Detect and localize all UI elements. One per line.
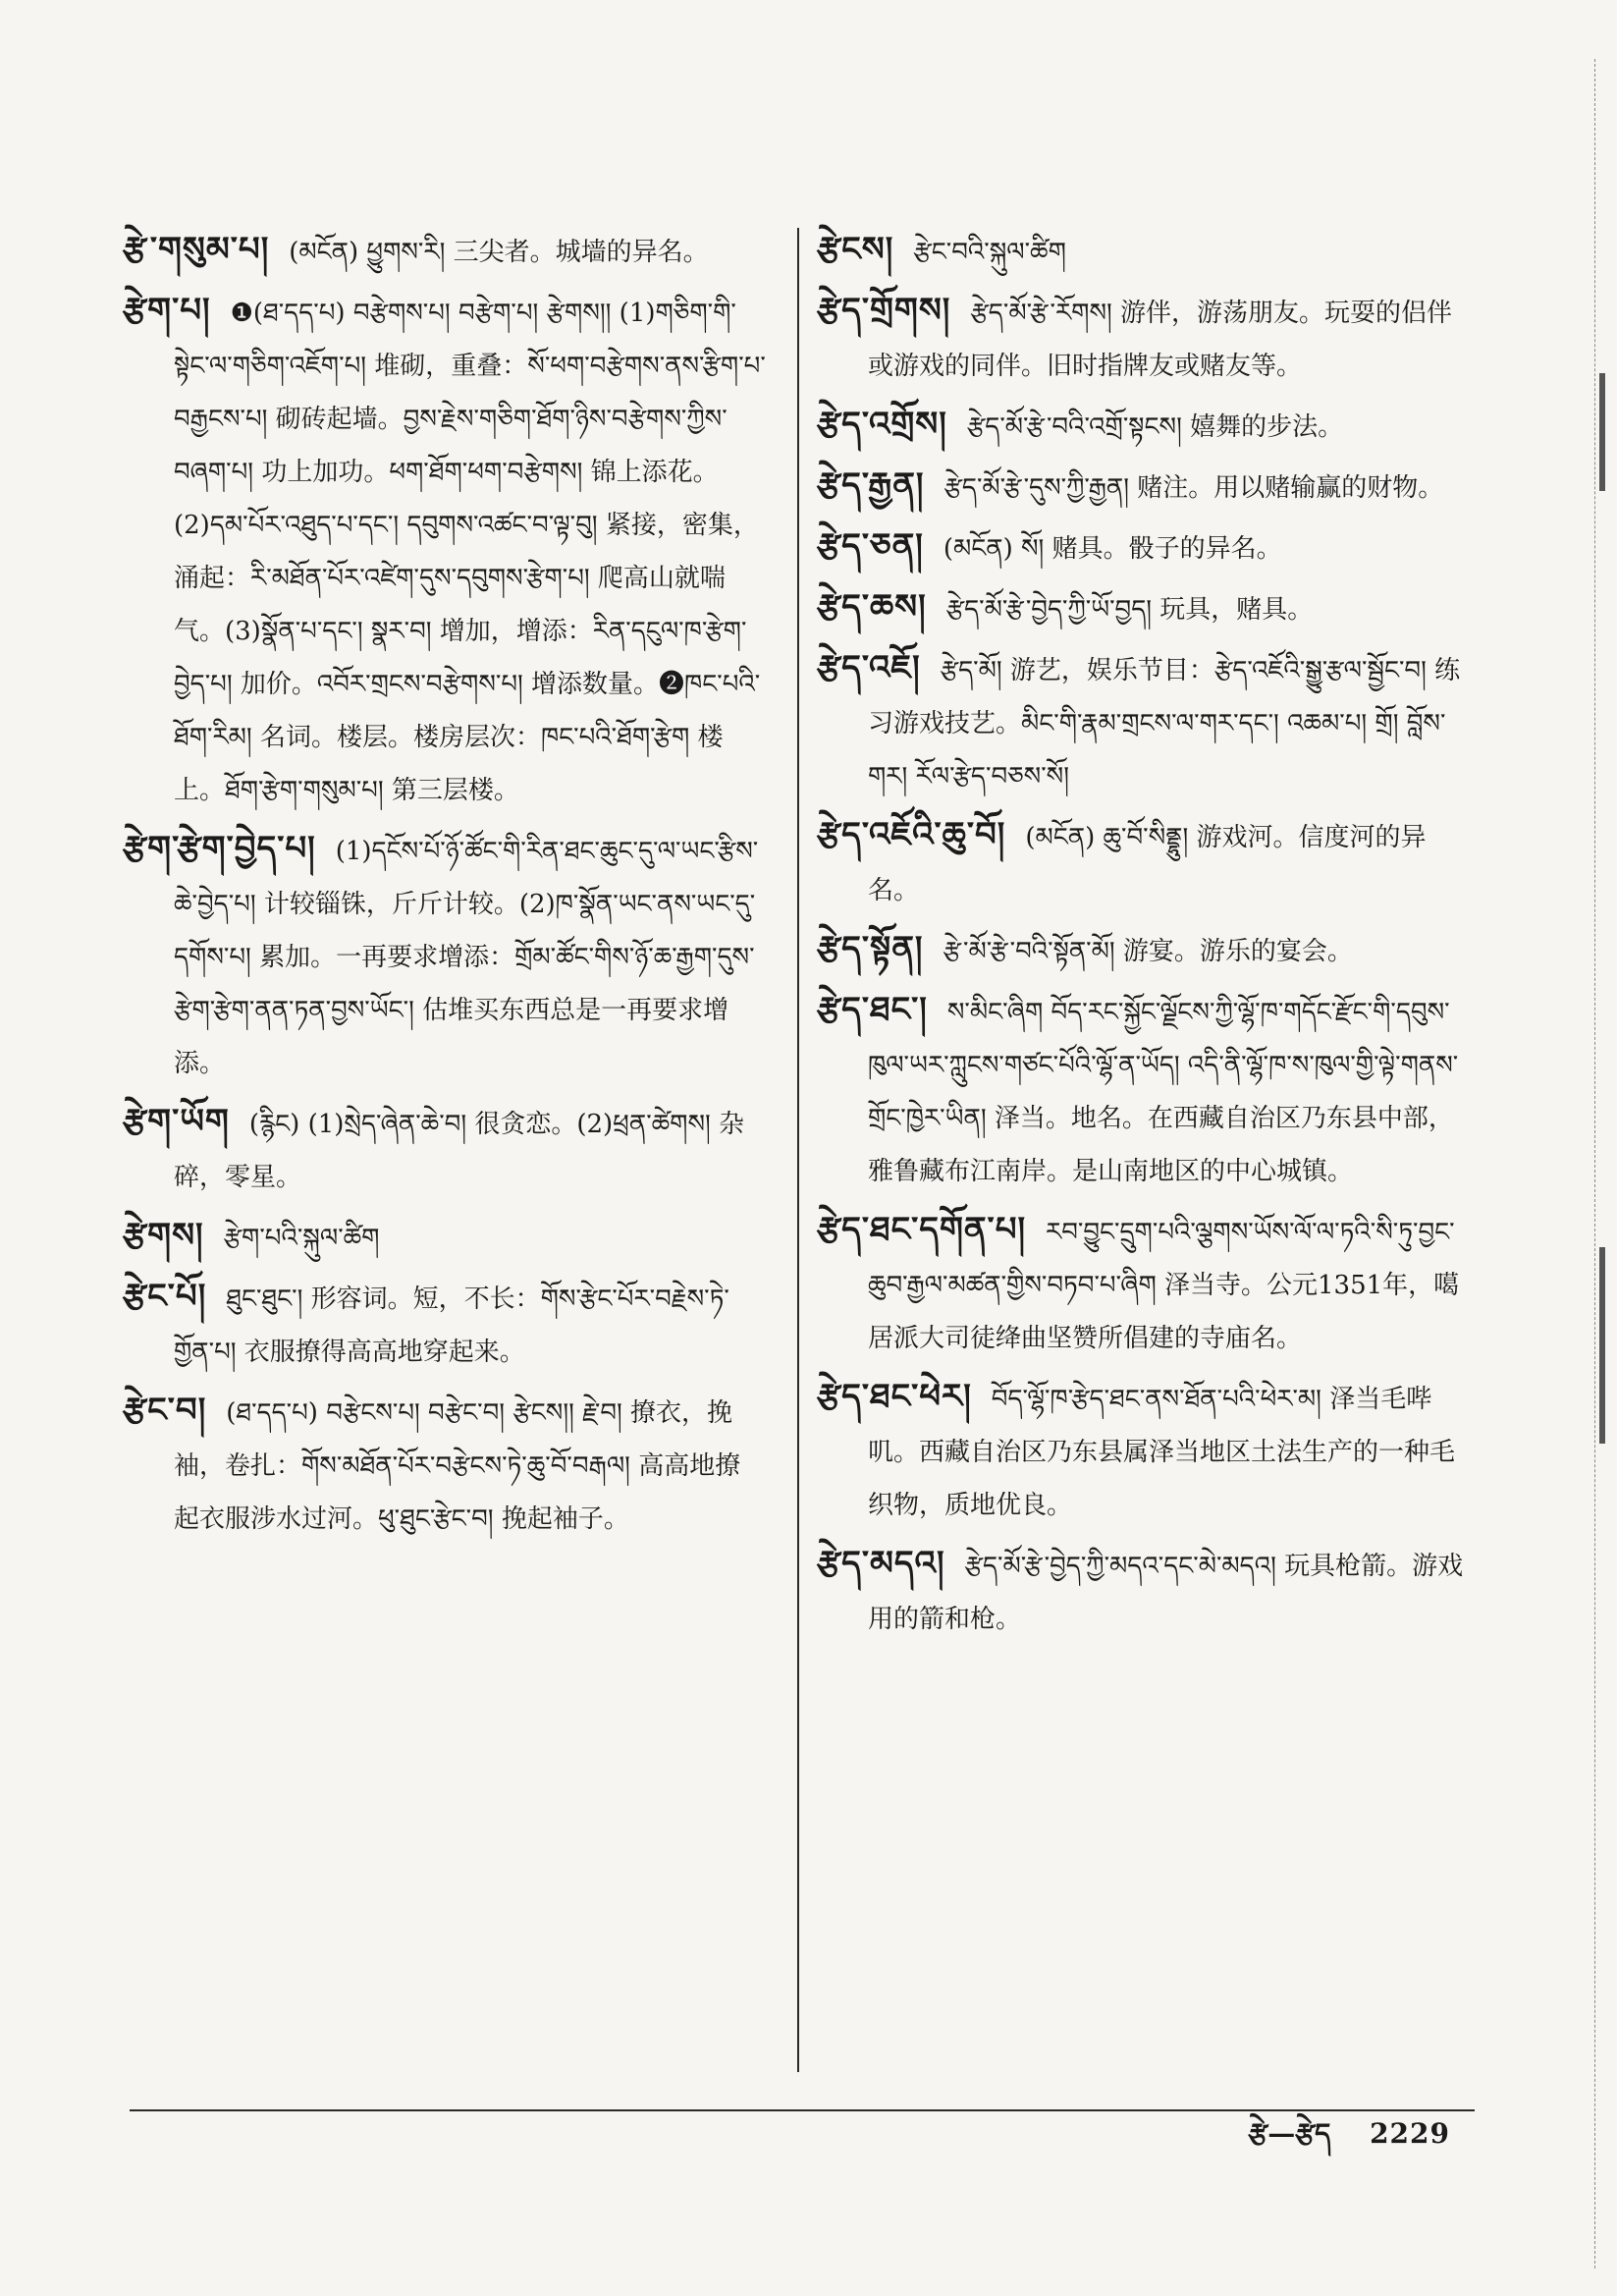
headword: རྩེད་མདའ། [817, 1544, 945, 1583]
definition: རབ་བྱུང་དྲུག་པའི་ལྕགས་ཡོས་ལོ་ལ་ཏའི་སི་ཏུ་བྱང་ཆུབ་རྒྱལ་མཚན་གྱིས་བཏབ་པ་ཞིག 泽当寺。公元1351年，噶居派大司徒绛曲坚赞所倡建的寺庙名。 [868, 1218, 1460, 1353]
definition: རྩེ་མོ་རྩེ་བའི་སྟོན་མོ། 游宴。游乐的宴会。 [943, 937, 1353, 966]
dictionary-entry [817, 1204, 1467, 1365]
headword: རྩེད་རྒྱན། [817, 465, 925, 505]
definition: (རྙིང) (1)སྲེད་ཞེན་ཆེ་བ། 很贪恋。(2)ཕྲན་ཚེགས། 杂碎，零星。 [174, 1110, 745, 1192]
dictionary-entry [123, 1096, 766, 1204]
headword: རྩེད་ཐང་དགོན་པ། [817, 1210, 1027, 1249]
headword: རྩེད་ཅན། [817, 526, 924, 566]
headword: རྩེད་ཐང་ཕེར། [817, 1377, 972, 1416]
definition: (མངོན) ཕྱུགས་རི། 三尖者。城墙的异名。 [289, 238, 709, 267]
headword: རྩེང་པོ། [123, 1277, 207, 1316]
headword: རྩེངས། [817, 230, 894, 269]
dictionary-entry [817, 460, 1467, 515]
page-footer [1248, 2109, 1450, 2159]
headword: རྩེང་བ། [123, 1391, 207, 1430]
headword: རྩེད་འཇོའི་ཆུ་བོ། [817, 815, 1006, 854]
dictionary-entry [817, 642, 1467, 803]
left-column [123, 224, 766, 1552]
headword: རྩེད་འགྲོས། [817, 405, 947, 444]
headword: རྩེག་རྩེག་བྱེད་པ། [123, 829, 316, 868]
headword: རྩེད་ཆས། [817, 587, 927, 627]
dictionary-entry [123, 1385, 766, 1546]
definition: རྩེང་བའི་སྐུལ་ཚིག [913, 238, 1066, 267]
headword: རྩེད་ཐང་། [817, 990, 928, 1029]
dictionary-entry [123, 1271, 766, 1379]
page-number: 2229 [1370, 2117, 1450, 2150]
dictionary-entry [817, 285, 1467, 393]
definition: བོད་ལྷོ་ཁ་རྩེད་ཐང་ནས་ཐོན་པའི་ཕེར་མ། 泽当毛哔叽。西藏自治区乃东县属泽当地区土法生产的一种毛织物，质地优良。 [868, 1385, 1456, 1520]
definition: རྩེད་མོ་རྩེ་བའི་འགྲོ་སྟངས། 嬉舞的步法。 [966, 412, 1344, 442]
dictionary-entry [817, 1538, 1467, 1646]
dictionary-entry [817, 224, 1467, 279]
dictionary-entry [123, 1210, 766, 1265]
headword: རྩེད་གྲོགས། [817, 291, 951, 330]
headword: རྩེད་འཇོ། [817, 648, 921, 687]
definition: རྩེད་མོ་རྩེ་བྱེད་ཀྱི་མདའ་དང་མེ་མདའ། 玩具枪箭。游戏用的箭和枪。 [868, 1552, 1464, 1634]
definition: རྩེད་མོ། 游艺，娱乐节目：རྩེད་འཇོའི་སྒྱུ་རྩལ་སྦྱོང་བ། 练习游戏技艺。མིང་གི་རྣམ་གྲངས་ལ་གར་དང་། འཆམ་པ། གྲོ། བློས་གར། རོལ་རྩེད་བཅས་སོ། [868, 656, 1461, 792]
definition: ཐུང་ཐུང་། 形容词。短，不长：གོས་རྩེང་པོར་བརྗེས་ཏེ་གྱོན་པ། 衣服撩得高高地穿起来。 [174, 1285, 729, 1367]
dictionary-entry [817, 520, 1467, 575]
definition: ས་མིང་ཞིག བོད་རང་སྐྱོང་ལྗོངས་ཀྱི་ལྷོ་ཁ་གདོང་རྫོང་གི་དབུས་ཁུལ་ཡར་ཀླུངས་གཙང་པོའི་ལྷོ་ན་ཡོད། འདི་ནི་ལྷོ་ཁ་ས་ཁུལ་གྱི་ལྟེ་གནས་གྲོང་ཁྱེར་ཡིན། 泽当。地名。在西藏自治区乃东县中部，雅鲁藏布江南岸。是山南地区的中心城镇。 [868, 998, 1459, 1186]
margin-bar [1599, 1247, 1605, 1444]
definition: ❶(ཐ་དད་པ) བརྩེགས་པ། བརྩེག་པ། རྩེགས།། (1)གཅིག་གི་སྟེང་ལ་གཅིག་འཇོག་པ། 堆砌，重叠：སོ་ཕག་བརྩེགས་ནས་རྩིག་པ་བརྒྱངས་པ། 砌砖起墙。བྱས་རྗེས་གཅིག་ཐོག་ཉིས་བརྩེགས་ཀྱིས་བཞག་པ། 功上加功。ཕག་ཐོག་ཕག་བརྩེགས། 锦上添花。(2)དམ་པོར་འཐུད་པ་དང་། དབུགས་འཚང་བ་ལྟ་བུ། 紧接，密集，涌起：རི་མཐོན་པོར་འཛེག་དུས་དབུགས་རྩེག་པ། 爬高山就喘气。(3)སྣོན་པ་དང་། སྣར་བ། 增加，增添：རིན་དངུལ་ཁ་རྩེག་བྱེད་པ། 加价。འབོར་གྲངས་བརྩེགས་པ། 增添数量。❷ཁང་པའི་ཐོག་རིམ། 名词。楼层。楼房层次：ཁང་པའི་ཐོག་རྩེག 楼上。ཐོག་རྩེག་གསུམ་པ། 第三层楼。 [174, 299, 766, 805]
dictionary-entry [123, 285, 766, 817]
definition: (ཐ་དད་པ) བརྩེངས་པ། བརྩེང་བ། རྩེངས།། རྗེ་བ། 撩衣，挽袖，卷扎：གོས་མཐོན་པོར་བརྩེངས་ཏེ་ཆུ་བོ་བརྒལ། 高高地撩起衣服涉水过河。ཕུ་ཐུང་རྩེང་བ། 挽起袖子。 [174, 1398, 741, 1534]
dictionary-entry [817, 923, 1467, 978]
dictionary-entry [817, 581, 1467, 636]
dictionary-entry [123, 224, 766, 279]
definition: (1)དངོས་པོ་ཉོ་ཚོང་གི་རིན་ཐང་ཆུང་དུ་ལ་ཡང་རྩིས་ཆེ་བྱེད་པ། 计较锱铢，斤斤计较。(2)ཁ་སྣོན་ཡང་ནས་ཡང་དུ་དགོས་པ། 累加。一再要求增添：གྲོམ་ཚོང་གིས་ཉོ་ཆ་རྒྱག་དུས་རྩེག་རྩེག་ནན་ཏན་བྱས་ཡོང་། 估堆买东西总是一再要求增添。 [174, 837, 759, 1078]
right-column [817, 224, 1467, 1652]
column-divider [797, 228, 799, 2072]
dictionary-entry [817, 809, 1467, 917]
dictionary-entry [817, 399, 1467, 454]
headword: རྩེགས། [123, 1216, 204, 1255]
definition: (མངོན) ཆུ་བོ་སིནྡྷུ། 游戏河。信度河的异名。 [868, 823, 1427, 905]
definition: རྩེད་མོ་རྩེ་རོགས། 游伴，游荡朋友。玩耍的侣伴或游戏的同伴。旧时指牌友或赌友等。 [868, 299, 1453, 381]
definition: རྩེག་པའི་སྐུལ་ཚིག [223, 1224, 380, 1253]
headword: རྩེག་ཡོག [123, 1102, 230, 1141]
definition: རྩེད་མོ་རྩེ་དུས་ཀྱི་རྒྱན། 赌注。用以赌输赢的财物。 [943, 473, 1444, 503]
dictionary-entry [817, 984, 1467, 1198]
margin-bar [1599, 373, 1605, 491]
definition: (མངོན) སོ། 赌具。骰子的异名。 [943, 534, 1282, 564]
dictionary-entry [817, 1371, 1467, 1532]
definition: རྩེད་མོ་རྩེ་བྱེད་ཀྱི་ཡོ་བྱད། 玩具，赌具。 [945, 595, 1314, 625]
entry-range: རྩེ—རྩེད [1248, 2117, 1331, 2150]
dictionary-entry [123, 823, 766, 1090]
headword: རྩེ་གསུམ་པ། [123, 230, 270, 269]
headword: རྩེད་སྟོན། [817, 929, 924, 968]
headword: རྩེག་པ། [123, 291, 211, 330]
